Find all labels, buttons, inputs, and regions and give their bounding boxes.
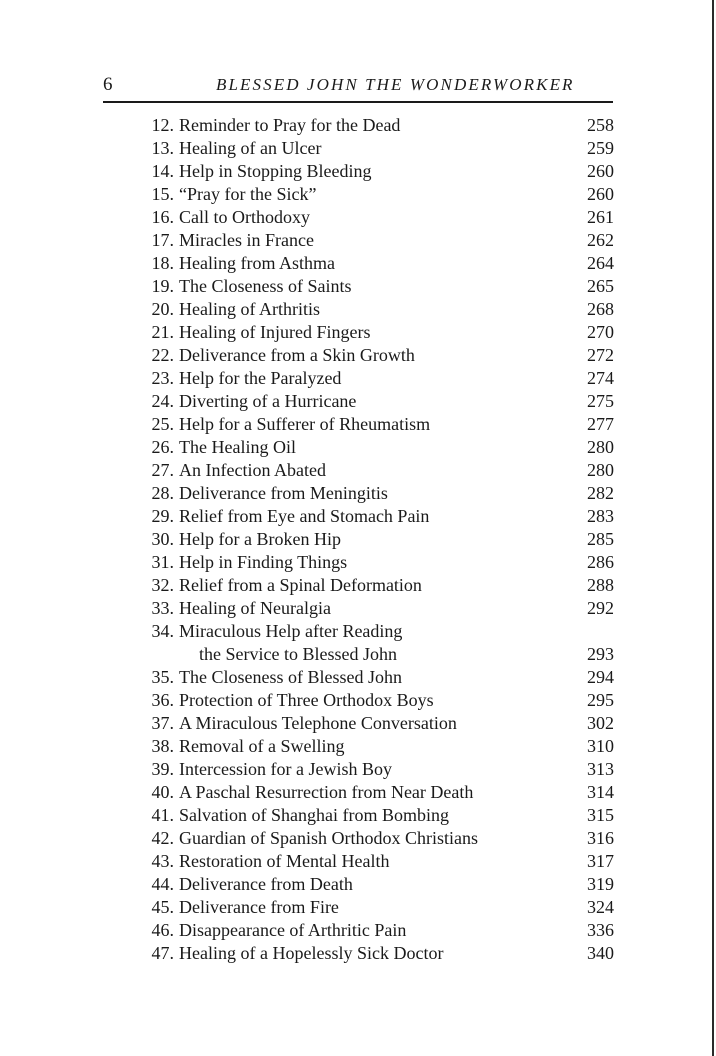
toc-entry-title: Healing of a Hopelessly Sick Doctor [179, 943, 444, 963]
toc-entry-page: 264 [587, 253, 614, 273]
toc-entry-page: 275 [587, 391, 614, 411]
toc-entry [136, 413, 614, 436]
toc-entry-page: 295 [587, 690, 614, 710]
toc-entry-page: 274 [587, 368, 614, 388]
toc-entry-page: 277 [587, 414, 614, 434]
toc-entry-title: Deliverance from a Skin Growth [179, 345, 415, 365]
toc-entry-title: Relief from a Spinal Deformation [179, 575, 422, 595]
toc-entry [136, 574, 614, 597]
toc-entry-page: 262 [587, 230, 614, 250]
toc-entry [136, 758, 614, 781]
toc-entry-page: 270 [587, 322, 614, 342]
toc-entry-number: 46. [151, 920, 174, 940]
toc-entry [136, 597, 614, 620]
toc-entry-title: A Paschal Resurrection from Near Death [179, 782, 474, 802]
toc-entry-title: Protection of Three Orthodox Boys [179, 690, 434, 710]
toc-entry-page: 280 [587, 437, 614, 457]
toc-entry-number: 30. [151, 529, 174, 549]
toc-entry-title: A Miraculous Telephone Conversation [179, 713, 457, 733]
toc-entry [136, 229, 614, 252]
toc-entry-title: Healing of Injured Fingers [179, 322, 371, 342]
toc-entry-title: Healing from Asthma [179, 253, 335, 273]
toc-entry-title: Help for a Sufferer of Rheumatism [179, 414, 431, 434]
toc-entry [136, 137, 614, 160]
toc-entry-page: 302 [587, 713, 614, 733]
toc-entry-title: “Pray for the Sick” [179, 184, 317, 204]
toc-entry-title: Relief from Eye and Stomach Pain [179, 506, 430, 526]
toc-entry-page: 265 [587, 276, 614, 296]
toc-entry-title: The Closeness of Blessed John [179, 667, 402, 687]
toc-entry-title: Call to Orthodoxy [179, 207, 310, 227]
toc-entry [136, 275, 614, 298]
toc-entry-number: 28. [151, 483, 174, 503]
toc-entry-number: 31. [151, 552, 174, 572]
toc-entry-title-continuation: the Service to Blessed John [199, 644, 397, 664]
toc-entry-number: 42. [151, 828, 174, 848]
toc-entry-number: 22. [151, 345, 174, 365]
toc-entry [136, 505, 614, 528]
toc-entry-page: 259 [587, 138, 614, 158]
toc-entry-number: 39. [151, 759, 174, 779]
toc-entry-number: 19. [151, 276, 174, 296]
toc-entry [136, 298, 614, 321]
toc-entry [136, 252, 614, 275]
toc-entry-number: 27. [151, 460, 174, 480]
toc-entry [136, 804, 614, 827]
toc-entry-page: 285 [587, 529, 614, 549]
toc-entry-page: 292 [587, 598, 614, 618]
toc-entry-title: Help in Finding Things [179, 552, 348, 572]
running-head: BLESSED JOHN THE WONDERWORKER [216, 75, 575, 94]
toc-entry-number: 33. [151, 598, 174, 618]
toc-entry [136, 666, 614, 689]
toc-entry-page: 293 [587, 644, 614, 664]
toc-entry-number: 24. [151, 391, 174, 411]
toc-entry-title: Reminder to Pray for the Dead [179, 115, 401, 135]
toc-entry-page: 310 [587, 736, 614, 756]
toc-entry-number: 20. [151, 299, 174, 319]
toc-entry-title: Healing of Neuralgia [179, 598, 331, 618]
toc-entry [136, 321, 614, 344]
toc-entry-page: 317 [587, 851, 614, 871]
table-of-contents [136, 114, 614, 965]
toc-entry-title: Help in Stopping Bleeding [179, 161, 372, 181]
toc-entry-page: 261 [587, 207, 614, 227]
toc-entry-title: Deliverance from Death [179, 874, 353, 894]
toc-entry-title: Removal of a Swelling [179, 736, 345, 756]
toc-entry-title: The Closeness of Saints [179, 276, 352, 296]
toc-entry-title: Help for the Paralyzed [179, 368, 342, 388]
toc-entry-number: 15. [151, 184, 174, 204]
toc-entry [136, 896, 614, 919]
toc-entry-page: 260 [587, 184, 614, 204]
toc-entry-page: 340 [587, 943, 614, 963]
toc-entry-number: 44. [151, 874, 174, 894]
toc-entry-title: The Healing Oil [179, 437, 296, 457]
toc-entry [136, 942, 614, 965]
toc-entry [136, 436, 614, 459]
toc-entry-number: 12. [151, 115, 174, 135]
toc-entry-page: 314 [587, 782, 614, 802]
toc-entry-title: Healing of an Ulcer [179, 138, 322, 158]
toc-entry [136, 367, 614, 390]
toc-entry-title: Salvation of Shanghai from Bombing [179, 805, 449, 825]
toc-entry [136, 781, 614, 804]
toc-entry-number: 13. [151, 138, 174, 158]
toc-entry [136, 114, 614, 137]
toc-entry-page: 282 [587, 483, 614, 503]
toc-entry-number: 47. [151, 943, 174, 963]
toc-entry-page: 294 [587, 667, 614, 687]
toc-entry-title: Miraculous Help after Reading [179, 621, 403, 641]
toc-entry-number: 40. [151, 782, 174, 802]
toc-entry [136, 528, 614, 551]
toc-entry [136, 712, 614, 735]
toc-entry [136, 206, 614, 229]
toc-entry-number: 17. [151, 230, 174, 250]
toc-entry-page: 324 [587, 897, 614, 917]
toc-entry-page: 319 [587, 874, 614, 894]
toc-entry [136, 850, 614, 873]
toc-entry [136, 919, 614, 942]
toc-entry-number: 37. [151, 713, 174, 733]
toc-entry-number: 14. [151, 161, 174, 181]
toc-entry-page: 336 [587, 920, 614, 940]
page-number: 6 [103, 74, 113, 95]
toc-entry-page: 268 [587, 299, 614, 319]
toc-entry-number: 16. [151, 207, 174, 227]
toc-entry-title: Diverting of a Hurricane [179, 391, 357, 411]
toc-entry [136, 344, 614, 367]
toc-entry-page: 288 [587, 575, 614, 595]
toc-entry-number: 35. [151, 667, 174, 687]
toc-entry-number: 18. [151, 253, 174, 273]
toc-entry-page: 280 [587, 460, 614, 480]
toc-entry-number: 23. [151, 368, 174, 388]
toc-entry-title: Deliverance from Meningitis [179, 483, 388, 503]
toc-entry-title: Deliverance from Fire [179, 897, 339, 917]
toc-entry-number: 34. [151, 621, 174, 641]
toc-entry [136, 873, 614, 896]
toc-entry-number: 26. [151, 437, 174, 457]
toc-entry [136, 482, 614, 505]
page-edge-line [712, 0, 714, 1056]
toc-entry [136, 827, 614, 850]
toc-entry-number: 29. [151, 506, 174, 526]
toc-entry-page: 260 [587, 161, 614, 181]
toc-entry-title: Miracles in France [179, 230, 314, 250]
toc-entry-number: 38. [151, 736, 174, 756]
toc-entry [136, 459, 614, 482]
header-rule [103, 101, 613, 103]
page-header [103, 74, 613, 100]
toc-entry-page: 283 [587, 506, 614, 526]
toc-entry-number: 41. [151, 805, 174, 825]
toc-entry-title: Restoration of Mental Health [179, 851, 390, 871]
toc-entry-number: 36. [151, 690, 174, 710]
toc-entry-number: 25. [151, 414, 174, 434]
toc-entry-page: 258 [587, 115, 614, 135]
toc-entry [136, 551, 614, 574]
toc-entry-number: 32. [151, 575, 174, 595]
toc-entry [136, 183, 614, 206]
toc-entry-page: 313 [587, 759, 614, 779]
toc-entry-number: 21. [151, 322, 174, 342]
toc-entry-title: An Infection Abated [179, 460, 326, 480]
toc-entry-page: 272 [587, 345, 614, 365]
toc-entry-title: Help for a Broken Hip [179, 529, 341, 549]
toc-entry [136, 735, 614, 758]
toc-entry [136, 620, 614, 666]
toc-entry [136, 689, 614, 712]
toc-entry-page: 316 [587, 828, 614, 848]
toc-entry [136, 390, 614, 413]
toc-entry-number: 45. [151, 897, 174, 917]
toc-entry-page: 286 [587, 552, 614, 572]
toc-entry-title: Guardian of Spanish Orthodox Christians [179, 828, 478, 848]
toc-entry-number: 43. [151, 851, 174, 871]
toc-entry-title: Healing of Arthritis [179, 299, 320, 319]
toc-entry-page: 315 [587, 805, 614, 825]
toc-entry-title: Intercession for a Jewish Boy [179, 759, 392, 779]
toc-entry [136, 160, 614, 183]
toc-entry-title: Disappearance of Arthritic Pain [179, 920, 407, 940]
